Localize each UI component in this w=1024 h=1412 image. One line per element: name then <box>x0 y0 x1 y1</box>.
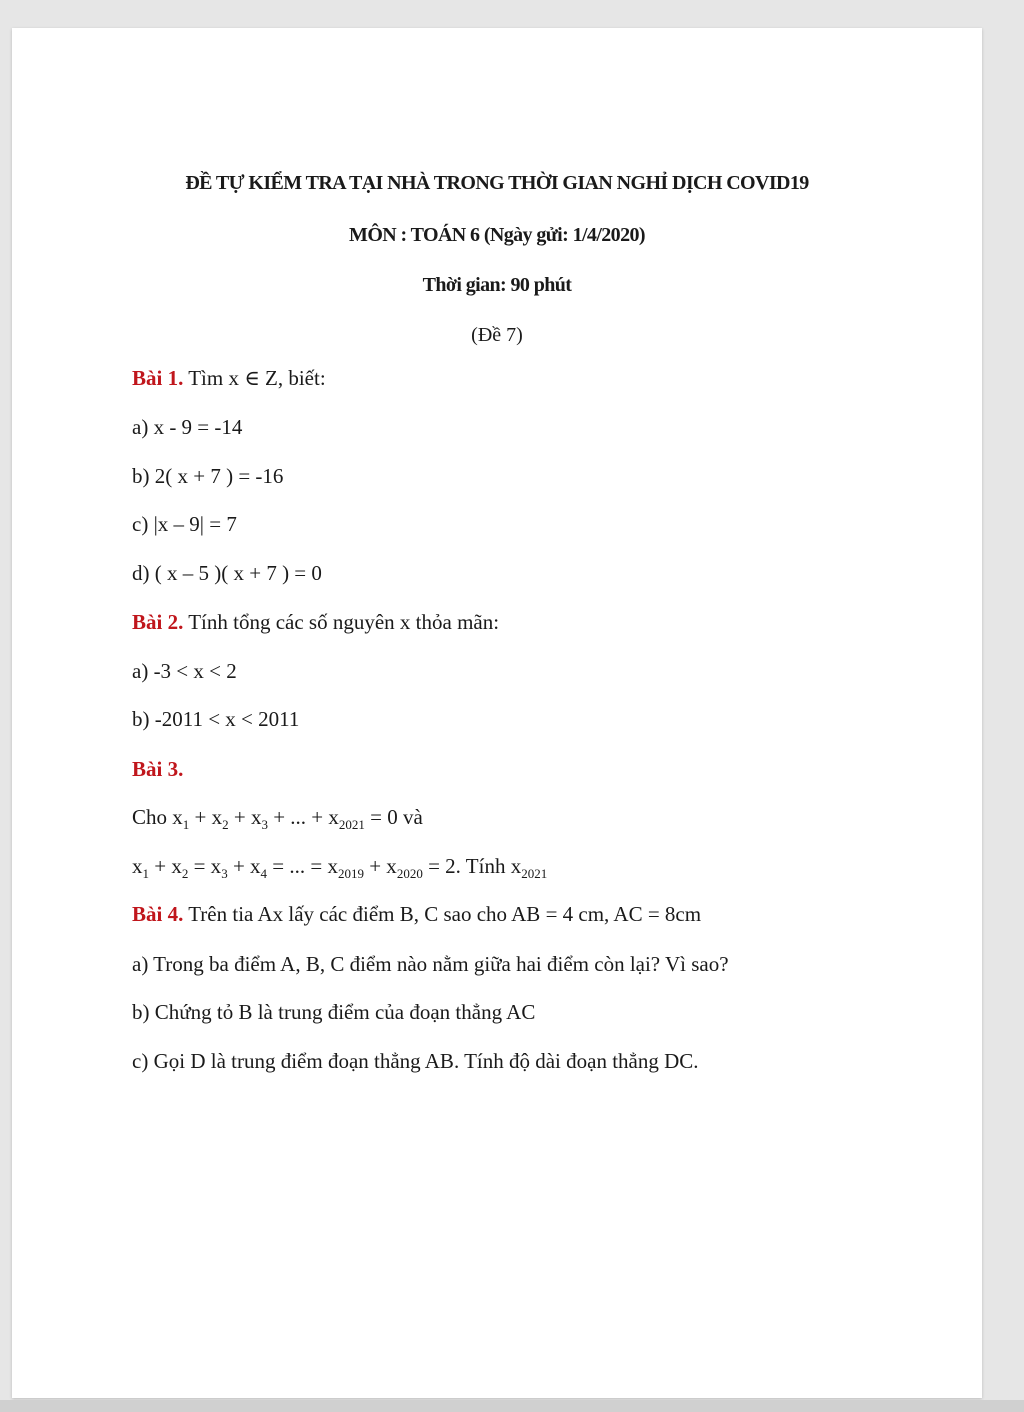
subscript: 2021 <box>338 817 365 832</box>
bai1-label: Bài 1. <box>132 366 184 390</box>
bai1-heading <box>132 366 326 391</box>
subscript: 2021 <box>521 866 548 881</box>
exam-time: Thời gian: 90 phút <box>422 274 572 296</box>
subscript: 3 <box>261 817 268 832</box>
bai1-item-a: a) x - 9 = -14 <box>132 415 243 439</box>
bai4-prompt: Trên tia Ax lấy các điểm B, C sao cho AB = 4 cm, AC = 8cm <box>183 902 702 926</box>
bai2-label: Bài 2. <box>132 610 184 634</box>
text-run: x <box>132 854 143 878</box>
bai4-item-b: b) Chứng tỏ B là trung điểm của đoạn thẳng AC <box>132 1000 536 1024</box>
text-run: + x <box>227 854 261 878</box>
bai2-item-a: a) -3 < x < 2 <box>132 659 237 683</box>
bai2-prompt: Tính tổng các số nguyên x thỏa mãn: <box>183 610 500 634</box>
text-run: = 2. Tính x <box>422 854 522 878</box>
bai2-heading <box>132 610 499 635</box>
bai3-line1 <box>132 805 423 833</box>
subscript: 2 <box>181 866 189 881</box>
subscript: 1 <box>182 817 190 832</box>
bai3-label: Bài 3. <box>132 757 184 781</box>
subscript: 1 <box>142 866 149 881</box>
subscript: 4 <box>260 866 268 881</box>
bai1-item-c: c) |x – 9| = 7 <box>132 512 237 536</box>
text-run: Cho x <box>132 805 183 829</box>
exam-subject: MÔN : TOÁN 6 (Ngày gửi: 1/4/2020) <box>349 224 645 246</box>
exam-number: (Đề 7) <box>471 324 523 346</box>
bai1-item-b: b) 2( x + 7 ) = -16 <box>132 464 284 488</box>
text-run: = x <box>188 854 222 878</box>
page-bottom-edge <box>0 1400 1024 1412</box>
bai4-item-a: a) Trong ba điểm A, B, C điểm nào nằm giữa hai điểm còn lại? Vì sao? <box>132 952 729 976</box>
bai4-item-c: c) Gọi D là trung điểm đoạn thẳng AB. Tính độ dài đoạn thẳng DC. <box>132 1049 699 1073</box>
subscript: 2 <box>222 817 229 832</box>
text-run: + x <box>189 805 223 829</box>
exam-title: ĐỀ TỰ KIỂM TRA TẠI NHÀ TRONG THỜI GIAN NGHỈ DỊCH COVID19 <box>185 172 809 194</box>
bai3-heading <box>132 757 183 782</box>
text-run: = ... = x <box>267 854 338 878</box>
subscript: 2019 <box>337 866 364 881</box>
text-run: + x <box>149 854 182 878</box>
bai1-prompt: Tìm x ∈ Z, biết: <box>183 366 326 390</box>
bai1-item-d: d) ( x – 5 )( x + 7 ) = 0 <box>132 561 322 585</box>
text-run: + x <box>363 854 397 878</box>
bai4-label: Bài 4. <box>132 902 184 926</box>
bai3-line2 <box>132 854 547 882</box>
subscript: 3 <box>221 866 228 881</box>
text-run: + x <box>228 805 262 829</box>
bai4-heading <box>132 902 701 927</box>
text-run: = 0 và <box>364 805 423 829</box>
document-page <box>12 28 982 1398</box>
bai2-item-b: b) -2011 < x < 2011 <box>132 707 300 731</box>
text-run: + ... + x <box>267 805 339 829</box>
subscript: 2020 <box>396 866 423 881</box>
